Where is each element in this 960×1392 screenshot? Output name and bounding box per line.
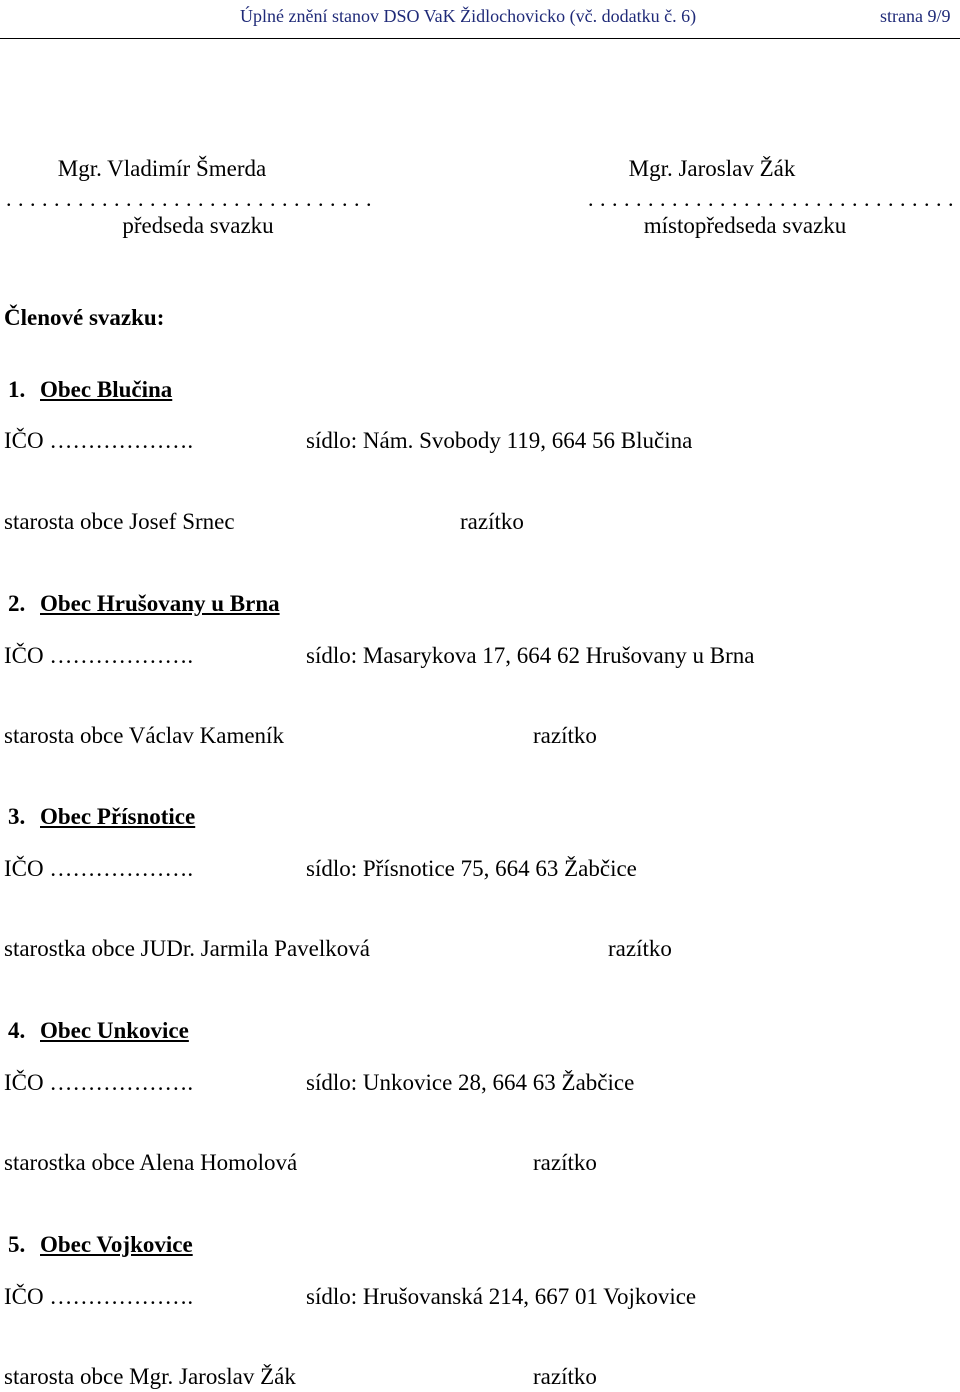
- member-name: Obec Hrušovany u Brna: [40, 591, 280, 616]
- member-ico: IČO ……………….: [4, 856, 194, 881]
- member-mayor: starostka obce Alena Homolová: [4, 1150, 298, 1175]
- member-name: Obec Vojkovice: [40, 1232, 193, 1257]
- member-ico: IČO ……………….: [4, 428, 194, 453]
- member-mayor: starosta obce Mgr. Jaroslav Žák: [4, 1364, 296, 1389]
- member-seat: sídlo: Unkovice 28, 664 63 Žabčice: [306, 1070, 635, 1095]
- member-mayor: starosta obce Václav Kameník: [4, 723, 284, 748]
- chairman-role: předseda svazku: [122, 213, 274, 238]
- chairman-signature-line: . . . . . . . . . . . . . . . . . . . . . . . . . . . . . . .: [6, 186, 372, 211]
- member-stamp: razítko: [460, 509, 524, 534]
- member-stamp: razítko: [608, 936, 672, 961]
- member-seat: sídlo: Nám. Svobody 119, 664 56 Blučina: [306, 428, 693, 453]
- vice-chairman-name: Mgr. Jaroslav Žák: [628, 156, 796, 181]
- member-seat: sídlo: Masarykova 17, 664 62 Hrušovany u Brna: [306, 643, 755, 668]
- member-stamp: razítko: [533, 1364, 597, 1389]
- member-seat: sídlo: Přísnotice 75, 664 63 Žabčice: [306, 856, 637, 881]
- member-ico: IČO ……………….: [4, 1070, 194, 1095]
- member-ico: IČO ……………….: [4, 643, 194, 668]
- member-number: 5.: [8, 1232, 26, 1257]
- vice-chairman-signature-line: . . . . . . . . . . . . . . . . . . . . . . . . . . . . . . .: [588, 186, 954, 211]
- header-divider: [0, 38, 960, 39]
- member-stamp: razítko: [533, 723, 597, 748]
- member-stamp: razítko: [533, 1150, 597, 1175]
- member-seat: sídlo: Hrušovanská 214, 667 01 Vojkovice: [306, 1284, 697, 1309]
- member-number: 1.: [8, 377, 26, 402]
- member-ico: IČO ……………….: [4, 1284, 194, 1309]
- member-number: 4.: [8, 1018, 26, 1043]
- vice-chairman-role: místopředseda svazku: [643, 213, 847, 238]
- member-mayor: starostka obce JUDr. Jarmila Pavelková: [4, 936, 370, 961]
- member-name: Obec Přísnotice: [40, 804, 196, 829]
- member-number: 2.: [8, 591, 26, 616]
- members-heading: Členové svazku:: [4, 305, 165, 330]
- document-title: Úplné znění stanov DSO VaK Židlochovicko (vč. dodatku č. 6): [240, 6, 697, 26]
- member-number: 3.: [8, 804, 26, 829]
- member-mayor: starosta obce Josef Srnec: [4, 509, 235, 534]
- member-name: Obec Unkovice: [40, 1018, 189, 1043]
- member-name: Obec Blučina: [40, 377, 173, 402]
- chairman-name: Mgr. Vladimír Šmerda: [57, 156, 267, 181]
- page-number: strana 9/9: [880, 6, 951, 26]
